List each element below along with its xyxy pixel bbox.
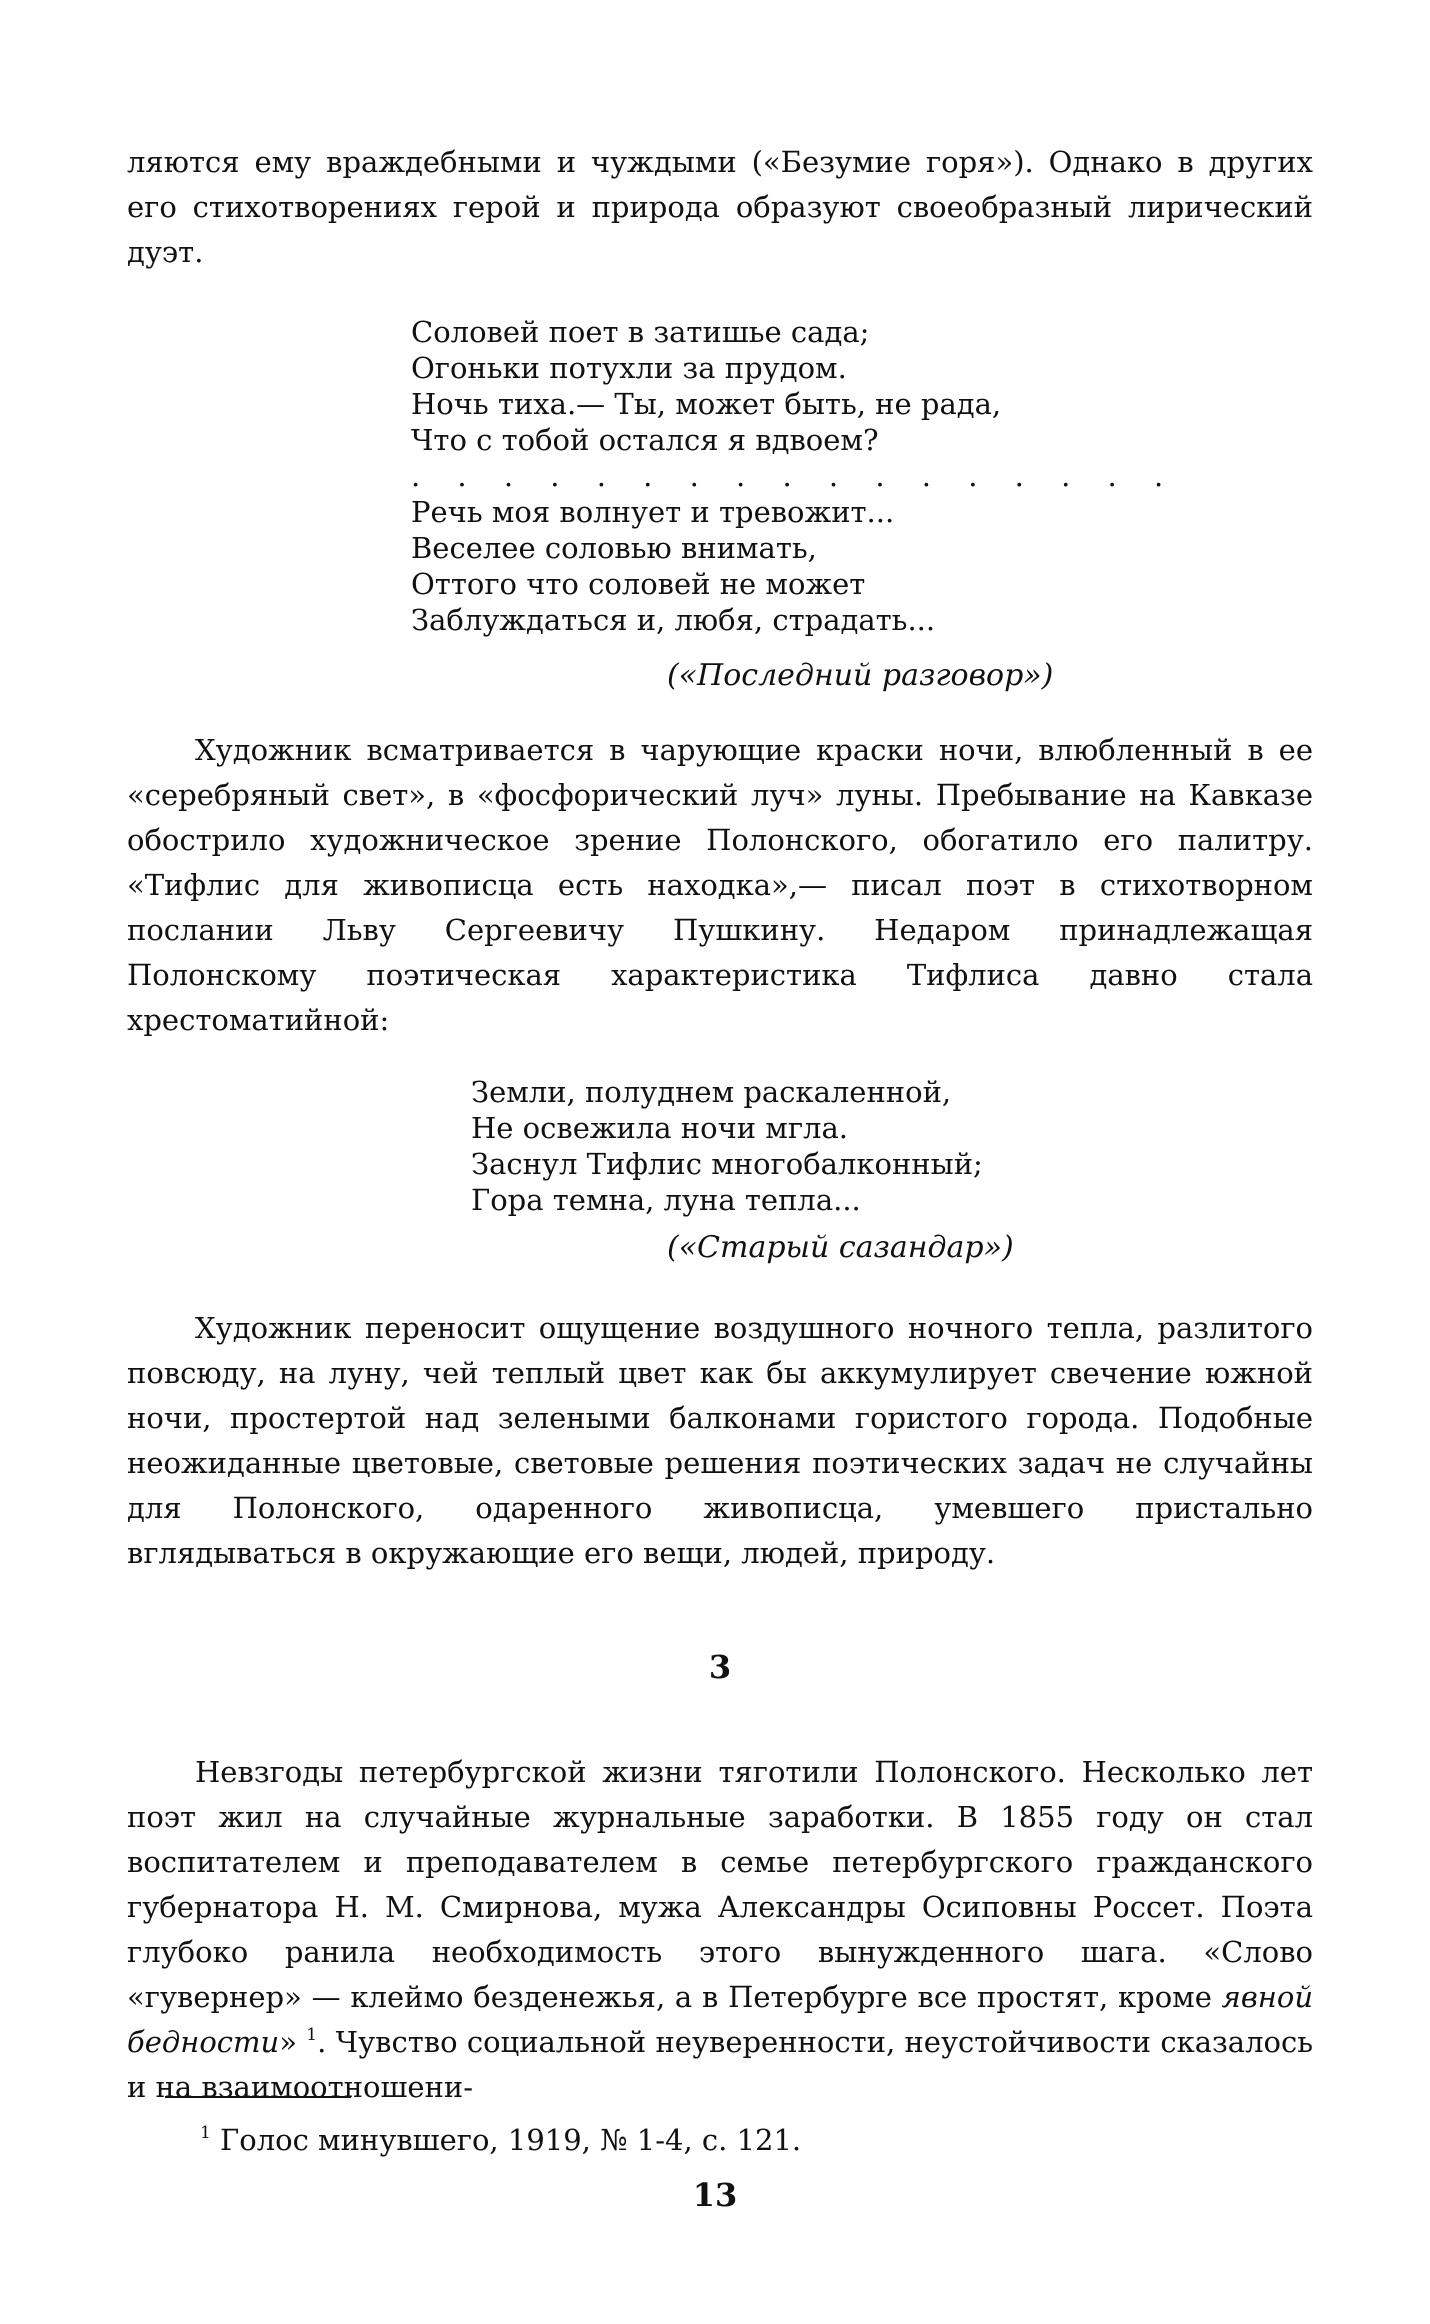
- poem-2-attribution: («Старый сазандар»): [667, 1230, 1014, 1265]
- poem-1-line-8: Заблуждаться и, любя, страдать...: [411, 603, 936, 637]
- footnote: [200, 2120, 801, 2160]
- poem-2-line-2: Не освежила ночи мгла.: [471, 1111, 848, 1145]
- poem-1-line-5: Речь моя волнует и тревожит...: [411, 495, 895, 529]
- poem-1-line-1: Соловей поет в затишье сада;: [411, 315, 870, 349]
- paragraph-4-close-quote: »: [279, 2025, 307, 2059]
- footnote-marker: 1: [200, 2123, 211, 2143]
- paragraph-4-text: Невзгоды петербургской жизни тяготили Полонского. Несколько лет поэт жил на случайные журнальные заработки. В 1855 году он стал воспитателем и преподавателем в семье петербургского гражданского губернатора Н. М. Смирнова, мужа Александры Осиповны Россет. Поэта глубоко ранила необходимость этого вынужденного шага. «Слово «гувернер» — клеймо безденежья, а в Петербурге все простят, кроме: [127, 1755, 1313, 2014]
- poem-1-line-7: Оттого что соловей не может: [411, 567, 866, 601]
- poem-1-line-3: Ночь тиха.— Ты, может быть, не рада,: [411, 387, 1002, 421]
- paragraph-3: Художник переносит ощущение воздушного ночного тепла, разлитого повсюду, на луну, чей теплый цвет как бы аккумулирует свечение южной ночи, простертой над зелеными балконами гористого города. Подобные неожиданные цветовые, световые решения поэтических задач не случайны для Полонского, одаренного живописца, умевшего пристально вглядываться в окружающие его вещи, людей, природу.: [127, 1311, 1313, 1570]
- poem-1-line-6: Веселее соловью внимать,: [411, 531, 817, 565]
- section-number: 3: [708, 1648, 732, 1686]
- footnote-text: Голос минувшего, 1919, № 1-4, с. 121.: [220, 2123, 802, 2157]
- poem-2: [471, 1074, 983, 1218]
- poem-2-line-3: Заснул Тифлис многобалконный;: [471, 1147, 983, 1181]
- paragraph-4: [127, 1750, 1313, 2110]
- poem-1-line-2: Огоньки потухли за прудом.: [411, 351, 847, 385]
- page-number: 13: [692, 2176, 738, 2214]
- poem-1-line-4: Что с тобой остался я вдвоем?: [411, 423, 879, 457]
- paragraph-2: Художник всматривается в чарующие краски ночи, влюбленный в ее «серебряный свет», в «фосфорический луч» луны. Пребывание на Кавказе обострило художническое зрение Полонского, обогатило его палитру. «Тифлис для живописца есть находка»,— писал поэт в стихотворном послании Льву Сергеевичу Пушкину. Недаром принадлежащая Полонскому поэтическая характеристика Тифлиса давно стала хрестоматийной:: [127, 733, 1313, 1037]
- poem-1-attribution: («Последний разговор»): [667, 658, 1054, 693]
- poem-1: [411, 314, 1177, 638]
- footnote-divider: [165, 2096, 351, 2098]
- poem-1-ellipsis: . . . . . . . . . . . . . . . . .: [411, 459, 1178, 493]
- poem-2-line-1: Земли, полуднем раскаленной,: [471, 1075, 952, 1109]
- paragraph-1: ляются ему враждебными и чуждыми («Безумие горя»). Однако в других его стихотворениях герой и природа образуют своеобразный лирический дуэт.: [127, 145, 1313, 269]
- paragraph-4-tail: . Чувство социальной неуверенности, неустойчивости сказалось и на взаимоотношени-: [127, 2025, 1313, 2104]
- paragraph-4-italic: явной бедности: [127, 1980, 1313, 2059]
- poem-2-line-4: Гора темна, луна тепла...: [471, 1183, 861, 1217]
- footnote-reference: 1: [306, 2025, 318, 2045]
